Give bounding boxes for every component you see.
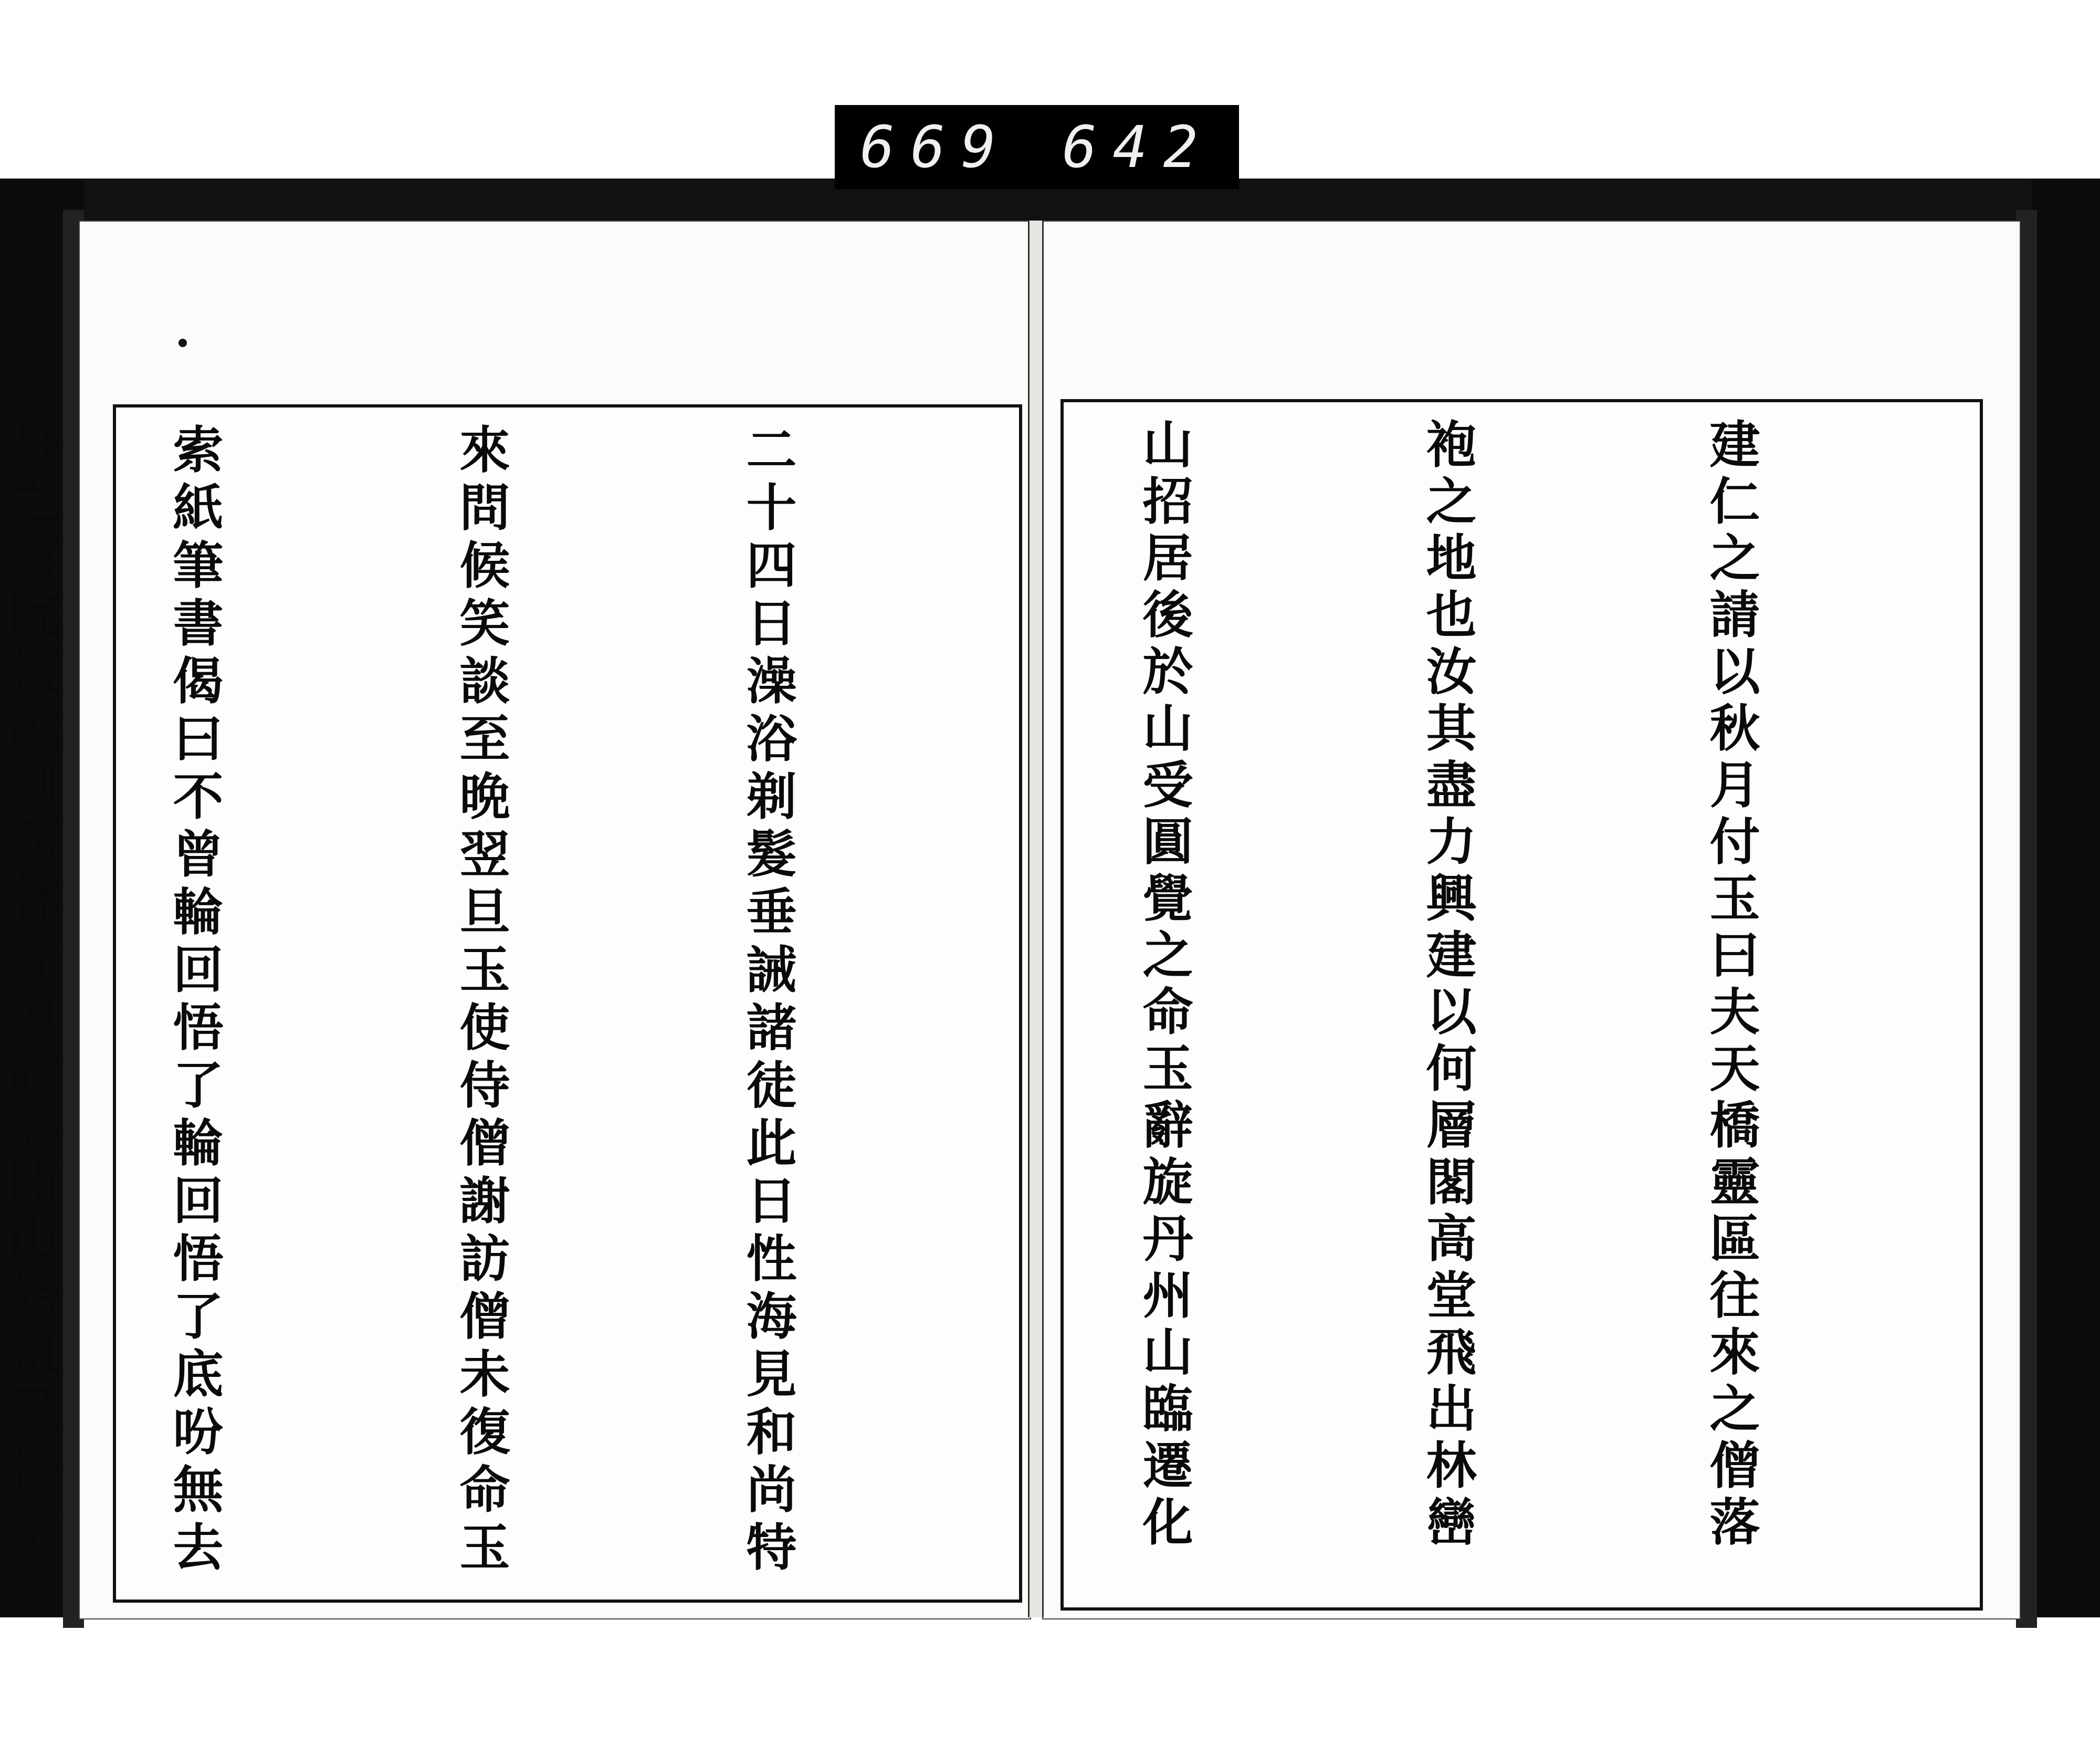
- text-column: 建仁之請以秋月付玉曰夫天橋靈區往來之僧落: [1702, 418, 1761, 1552]
- text-column: 丹之舊院檀越創西林寺力請為開山始祖又移幸: [1, 418, 60, 1552]
- text-column: 來問候笑談至晩翌旦玉使侍僧謝訪僧未復命玉: [452, 423, 511, 1579]
- text-column: 索紙筆書偈曰不曾輪回悟了輪回悟了底吩無去: [165, 423, 224, 1579]
- frame-number-right: 642: [1062, 113, 1214, 181]
- text-column: 二十四日澡浴剃髮垂誡諸徒此日性海見和尚特: [738, 423, 797, 1579]
- ink-dot: [178, 339, 187, 347]
- left-text-body: [129, 423, 1006, 1589]
- frame-number-label: [835, 105, 1239, 189]
- text-column: 袍之地也汝其盡力興建以何層閣高堂飛出林巒: [1418, 418, 1477, 1552]
- frame-number-left: 669: [860, 113, 1012, 181]
- film-edge-right: [2032, 179, 2100, 1756]
- left-text-frame: [113, 404, 1022, 1603]
- text-column: 山招居後於山受圓覺之命玉辭旋丹州山臨遷化: [1135, 418, 1194, 1552]
- scan-margin-bottom: [0, 1617, 2100, 1756]
